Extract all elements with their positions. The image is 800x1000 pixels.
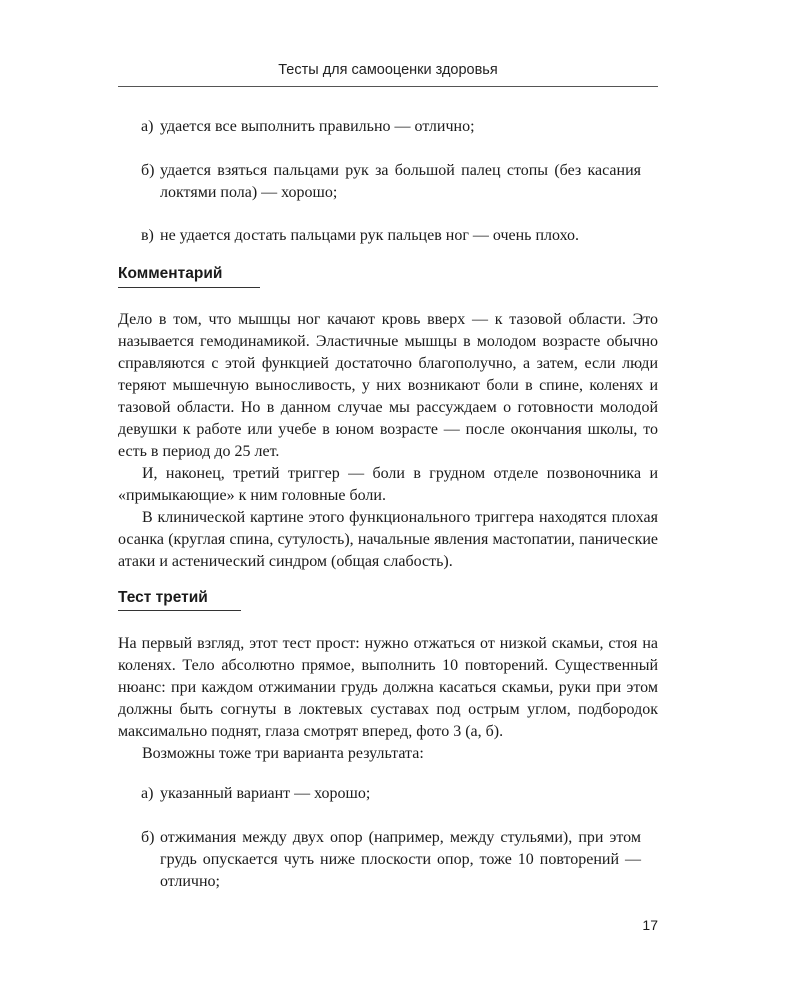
section-heading-commentary: Комментарий	[118, 265, 223, 282]
section-heading-test-three: Тест третий	[118, 589, 208, 606]
list-item	[141, 116, 641, 138]
page-number: 17	[642, 917, 658, 933]
paragraph: На первый взгляд, этот тест прост: нужно отжаться от низкой скамьи, стоя на коленях. Тело абсолютно прямое, выполнить 10 повторений. Существенный нюанс: при каждом отжимании грудь должна касаться скамьи, руки при этом должны быть согнуты в локтевых суставах под острым углом, подбородок максимально поднят, глаза смотрят вперед, фото 3 (а, б).	[118, 635, 658, 740]
list-item-text: удается все выполнить правильно — отлично;	[160, 118, 475, 135]
list-marker: б)	[141, 829, 155, 846]
list-marker: а)	[141, 785, 154, 802]
list-item	[141, 225, 641, 247]
list-item-text: не удается достать пальцами рук пальцев ног — очень плохо.	[160, 227, 580, 244]
list-marker: а)	[141, 118, 154, 135]
header-rule	[118, 86, 658, 87]
list-item-text: отжимания между двух опор (например, между стульями), при этом грудь опускается чуть ниже плоскости опор, тоже 10 повторений — отлично;	[160, 829, 641, 890]
paragraph: Возможны тоже три варианта результата:	[142, 745, 424, 762]
test-three-body	[118, 633, 658, 765]
paragraph: Дело в том, что мышцы ног качают кровь вверх — к тазовой области. Это называется гемодинамикой. Эластичные мышцы в молодом возрасте обычно справляются с этой функцией достаточно благополучно, а затем, если люди теряют мышечную выносливость, у них возникают боли в спине, коленях и тазовой области. Но в данном случае мы рассуждаем о готовности молодой девушки к работе или учебе в юном возрасте — после окончания школы, то есть в период до 25 лет.	[118, 311, 658, 460]
paragraph: И, наконец, третий триггер — боли в грудном отделе позвоночника и «примыкающие» к ним головные боли.	[118, 465, 658, 504]
list-item-text: удается взяться пальцами рук за большой палец стопы (без касания локтями пола) — хорошо;	[160, 162, 641, 201]
heading-underline	[118, 287, 260, 288]
commentary-body	[118, 309, 658, 573]
list-item-text: указанный вариант — хорошо;	[160, 785, 371, 802]
paragraph: В клинической картине этого функционального триггера находятся плохая осанка (круглая спина, сутулость), начальные явления мастопатии, панические атаки и астенический синдром (общая слабость).	[118, 509, 658, 570]
list-marker: б)	[141, 162, 155, 179]
running-head: Тесты для самооценки здоровья	[278, 62, 498, 78]
list-item	[141, 827, 641, 893]
heading-underline	[118, 610, 241, 611]
list-item	[141, 160, 641, 204]
list-marker: в)	[141, 227, 154, 244]
list-item	[141, 783, 641, 805]
